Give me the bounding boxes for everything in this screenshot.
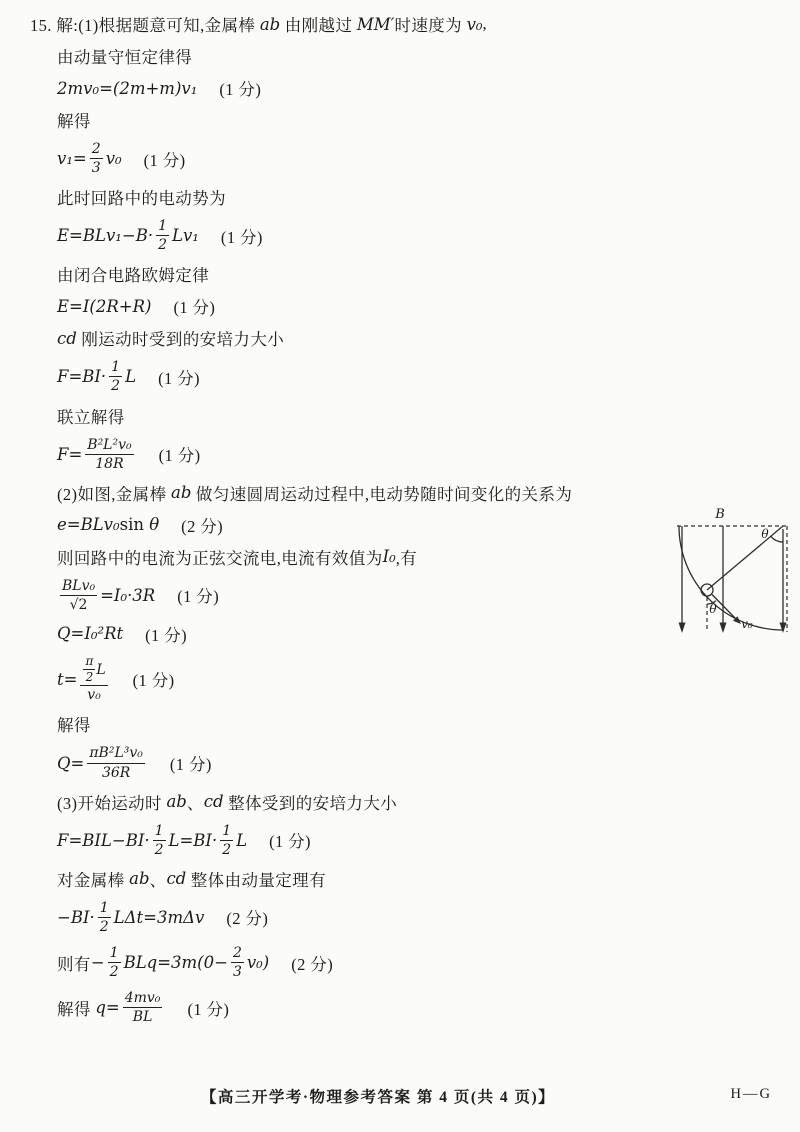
math-run: − <box>90 953 105 973</box>
math-run: 2 <box>232 944 242 961</box>
text-run: 则有 <box>57 954 91 974</box>
math-run: 2 <box>154 841 164 858</box>
score-note: (2 分) <box>226 909 269 929</box>
score-note: (1 分) <box>145 625 188 645</box>
fraction <box>85 437 133 472</box>
math-run: cd <box>203 792 224 812</box>
math-run: 2 <box>109 964 119 981</box>
fraction <box>123 990 163 1025</box>
solution-line <box>57 712 717 736</box>
numerator <box>109 359 122 377</box>
math-run: E=BLv₁−B· <box>57 226 154 246</box>
fraction <box>83 655 95 684</box>
score-note: (1 分) <box>169 755 212 774</box>
math-run: e=BLv₀ <box>57 515 120 535</box>
math-run: 2 <box>158 237 168 254</box>
solution-line <box>57 622 717 646</box>
field-label-B: B <box>715 507 725 522</box>
solution-line <box>57 481 717 505</box>
numerator <box>60 578 97 596</box>
text-run: (3)开始运动时 <box>57 793 167 813</box>
text-run: 时速度为 <box>394 16 467 35</box>
math-run: Q=I₀²Rt <box>57 624 124 644</box>
math-run: q= <box>95 998 120 1018</box>
roman-run: sin <box>119 515 150 535</box>
solution-line <box>57 108 717 132</box>
score-note: (2 分) <box>291 954 334 974</box>
numerator <box>90 141 103 159</box>
score-note: (1 分) <box>173 298 216 318</box>
math-run: ab <box>129 869 150 889</box>
score-note: (2 分) <box>181 516 224 536</box>
score-note: (1 分) <box>158 446 201 466</box>
math-run: v₀) <box>246 953 270 973</box>
denominator <box>220 841 233 858</box>
math-run: 2 <box>85 670 94 685</box>
denominator <box>100 764 132 781</box>
fraction <box>90 141 103 176</box>
text-run: 由闭合电路欧姆定律 <box>57 266 210 286</box>
solution-line <box>57 944 717 981</box>
text-run: 解得 <box>57 716 91 736</box>
math-run: 36R <box>101 764 131 781</box>
solution-line <box>57 744 717 781</box>
solution-line <box>57 358 717 395</box>
denominator <box>93 455 125 472</box>
math-run: E=I(2R+R) <box>57 296 152 316</box>
fraction <box>80 655 107 703</box>
math-run: L <box>236 830 248 850</box>
numerator <box>83 655 95 670</box>
math-run: t= <box>57 669 78 689</box>
text-run: 做匀速圆周运动过程中,电动势随时间变化的关系为 <box>191 484 573 504</box>
math-run: 4mv₀ <box>124 990 161 1007</box>
math-run: v₀ <box>105 149 122 169</box>
solution-line <box>57 790 717 814</box>
math-run: π <box>85 653 94 668</box>
denominator <box>109 377 122 394</box>
text-run: 刚运动时受到的安培力大小 <box>76 330 285 350</box>
footer-code: H—G <box>730 1086 772 1102</box>
text-run: 由动量守恒定律得 <box>57 48 193 67</box>
radius-line <box>707 526 783 590</box>
numerator <box>123 990 163 1008</box>
denominator <box>84 670 96 684</box>
denominator <box>90 159 103 176</box>
math-run: 1 <box>222 822 232 839</box>
text-run: 整体由动量定理有 <box>186 870 326 890</box>
text-run: 对金属棒 <box>57 870 130 890</box>
numerator <box>108 945 121 963</box>
score-note: (1 分) <box>132 671 175 691</box>
solution-line <box>57 217 717 254</box>
math-run: 2 <box>91 141 101 157</box>
math-run: v₁= <box>57 149 87 169</box>
math-run: L <box>96 661 106 678</box>
math-run: πB²L³v₀ <box>89 745 143 762</box>
solution-lines <box>30 12 717 1034</box>
text-run: 整体受到的安培力大小 <box>223 793 398 813</box>
solution-line <box>57 577 717 614</box>
math-run: ab <box>166 792 187 812</box>
numerator <box>80 655 107 686</box>
numerator <box>98 900 111 918</box>
math-run: 2 <box>99 918 109 935</box>
solution-line <box>57 545 717 569</box>
math-run: cd <box>57 328 77 348</box>
math-run: v₀ <box>466 14 483 34</box>
angle-arc-top <box>771 536 783 542</box>
numerator <box>220 823 233 841</box>
math-run: B²L²v₀ <box>87 436 132 453</box>
physics-diagram-svg <box>663 496 793 646</box>
denominator <box>156 236 169 253</box>
score-note: (1 分) <box>220 227 263 247</box>
physics-diagram <box>663 496 793 646</box>
math-run: ab <box>259 14 281 34</box>
math-run: Q= <box>57 753 85 773</box>
text-run: 、 <box>149 870 167 890</box>
solution-line <box>57 654 717 704</box>
fraction <box>231 945 244 980</box>
math-run: v₀ <box>87 687 101 704</box>
solution-line <box>57 436 717 473</box>
page-footer <box>0 1085 800 1115</box>
score-note: (1 分) <box>219 80 262 99</box>
math-run: Lv₁ <box>172 226 199 246</box>
denominator <box>131 1008 155 1025</box>
score-note: (1 分) <box>143 150 186 170</box>
solution-line <box>57 867 717 891</box>
denominator <box>153 841 166 858</box>
math-run: =I₀·3R <box>100 585 156 605</box>
fraction <box>60 578 97 613</box>
solution-line <box>30 12 717 36</box>
text-run: 由刚越过 <box>280 16 357 35</box>
score-note: (1 分) <box>158 368 200 388</box>
fraction <box>153 823 166 858</box>
solution-line <box>57 326 717 350</box>
solution-line <box>57 262 717 286</box>
math-run: 1 <box>154 822 164 839</box>
solution-line <box>57 76 717 100</box>
fraction <box>156 218 169 253</box>
math-run: F= <box>57 444 83 464</box>
text-run: 、 <box>186 793 204 813</box>
text-run: 解得 <box>57 999 96 1019</box>
solution-line <box>57 404 717 428</box>
numerator <box>153 823 166 841</box>
math-run: 3 <box>91 160 101 177</box>
math-run: MM′ <box>356 14 395 34</box>
math-run: BLq=3m(0− <box>123 953 228 973</box>
math-run: I₀ <box>382 547 396 567</box>
text-run: 则回路中的电流为正弦交流电,电流有效值为 <box>57 548 383 568</box>
math-run: ab <box>171 483 192 503</box>
solution-line <box>57 513 717 537</box>
solution-line <box>57 989 717 1026</box>
solution-line <box>57 44 717 68</box>
math-run: −BI· <box>57 907 95 927</box>
math-run: 2mv₀=(2m+m)v₁ <box>57 78 198 98</box>
text-run: 解得 <box>57 112 91 131</box>
angle-label-top: θ <box>761 527 769 541</box>
solution-line <box>57 822 717 859</box>
roman-run: √2 <box>69 596 88 613</box>
math-run: F=BI· <box>57 367 107 387</box>
text-run: (2)如图,金属棒 <box>57 484 171 504</box>
fraction <box>87 745 145 780</box>
text-run: , <box>482 14 488 33</box>
math-run: 2 <box>222 841 232 858</box>
math-run: L <box>125 367 137 387</box>
score-note: (1 分) <box>269 832 311 852</box>
fraction <box>220 823 233 858</box>
fraction <box>109 359 122 394</box>
math-run: cd <box>166 869 187 889</box>
math-run: 2 <box>111 378 121 395</box>
math-run: LΔt=3mΔv <box>113 907 205 927</box>
fraction <box>108 945 121 980</box>
math-run: θ <box>149 515 160 535</box>
solution-line <box>57 185 717 209</box>
math-run: 1 <box>99 899 109 916</box>
numerator <box>231 945 244 963</box>
text-run: 此时回路中的电动势为 <box>57 189 226 209</box>
numerator <box>85 437 133 455</box>
footer-title: 【高三开学考·物理参考答案 第 4 页(共 4 页)】 <box>200 1089 556 1106</box>
score-note: (1 分) <box>177 587 220 607</box>
math-run: BL <box>132 1009 153 1026</box>
solution-line <box>57 294 717 318</box>
math-run: 1 <box>111 359 121 376</box>
solution-line <box>57 140 717 177</box>
numerator <box>156 218 169 236</box>
numerator <box>87 745 145 763</box>
text-run: 联立解得 <box>57 407 125 427</box>
angle-label-bottom: θ <box>709 602 717 616</box>
solution-line <box>57 899 717 936</box>
denominator <box>85 686 103 703</box>
denominator <box>108 963 121 980</box>
math-run: F=BIL−BI· <box>57 830 150 850</box>
text-run: ,有 <box>395 548 418 568</box>
math-run: BLv₀ <box>62 577 96 594</box>
math-run: 1 <box>109 944 119 961</box>
denominator <box>231 963 244 980</box>
math-run: 3 <box>232 964 242 981</box>
velocity-label: v₀ <box>741 617 753 631</box>
score-note: (1 分) <box>187 999 230 1019</box>
math-run: L=BI· <box>168 830 218 850</box>
math-run: 18R <box>95 455 124 472</box>
denominator <box>68 596 90 613</box>
math-run: 1 <box>158 218 168 235</box>
fraction <box>98 900 111 935</box>
denominator <box>98 918 111 935</box>
text-run: 15. 解:(1)根据题意可知,金属棒 <box>30 16 260 35</box>
